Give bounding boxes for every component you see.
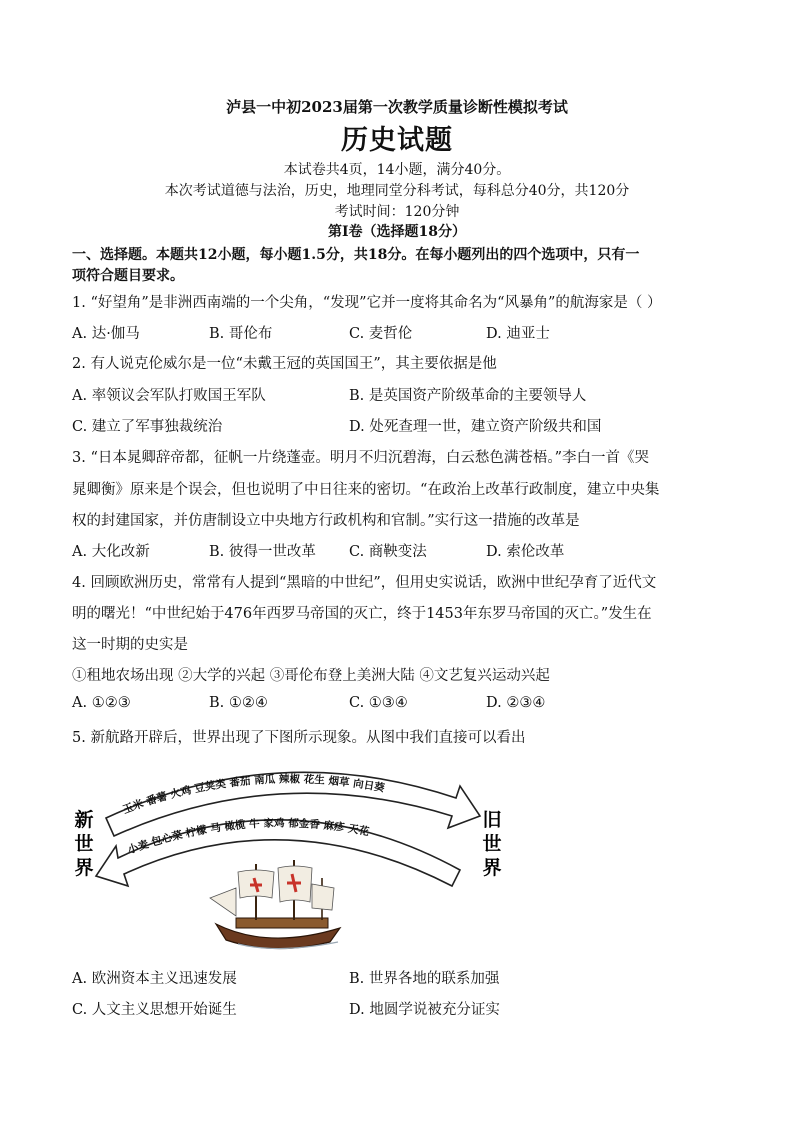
old-world-exports: 小麦 包心菜 柠檬 马 橄榄 牛 家鸡 郁金香 麻疹 天花	[126, 817, 371, 857]
q4-option-d[interactable]: D. ②③④	[486, 695, 546, 711]
q4-option-c[interactable]: C. ①③④	[349, 695, 408, 711]
new-world-exports: 玉米 番薯 火鸡 豆荚类 番茄 南瓜 辣椒 花生 烟草 向日葵	[121, 773, 386, 817]
info-line-3: 考试时间：120分钟	[334, 204, 460, 220]
old-world-char-2: 世	[482, 833, 502, 855]
sailing-ship-icon	[210, 860, 340, 949]
question-4-stem-line2: 明的曙光！“中世纪始于476年西罗马帝国的灭亡，终于1453年东罗马帝国的灭亡。”发生在	[72, 606, 652, 622]
old-world-char-3: 界	[482, 857, 502, 879]
question-3-stem-line1: 3. “日本晁卿辞帝都，征帆一片绕蓬壶。明月不归沉碧海，白云愁色满苍梧。”李白一首《哭	[72, 450, 650, 466]
q4-option-a[interactable]: A. ①②③	[72, 695, 131, 711]
q1-option-a[interactable]: A. 达·伽马	[72, 326, 140, 342]
new-world-char-1: 新	[74, 809, 94, 831]
q2-option-c[interactable]: C. 建立了军事独裁统治	[72, 419, 223, 435]
old-world-char-1: 旧	[482, 809, 502, 831]
q1-option-d[interactable]: D. 迪亚士	[486, 326, 550, 342]
question-3-stem-line2: 晁卿衡》原来是个误会，但也说明了中日往来的密切。“在政治上改革行政制度，建立中央集	[72, 482, 660, 498]
question-4-stem-line1: 4. 回顾欧洲历史，常常有人提到“黑暗的中世纪”，但用史实说话，欧洲中世纪孕育了近代文	[72, 575, 657, 591]
info-line-1: 本试卷共4页，14小题，满分40分。	[283, 162, 511, 178]
q5-option-d[interactable]: D. 地圆学说被充分证实	[349, 1002, 500, 1018]
section-title: 第I卷（选择题18分）	[327, 224, 467, 240]
q3-option-a[interactable]: A. 大化改新	[72, 544, 150, 560]
question-3-stem-line3: 权的封建国家，并仿唐制设立中央地方行政机构和官制。”实行这一措施的改革是	[72, 513, 580, 529]
new-world-char-3: 界	[74, 857, 94, 879]
q2-option-d[interactable]: D. 处死查理一世，建立资产阶级共和国	[349, 419, 602, 435]
q3-option-b[interactable]: B. 彼得一世改革	[209, 544, 316, 560]
q5-option-b[interactable]: B. 世界各地的联系加强	[349, 971, 500, 987]
q3-option-d[interactable]: D. 索伦改革	[486, 544, 565, 560]
q1-option-c[interactable]: C. 麦哲伦	[349, 326, 413, 342]
new-world-char-2: 世	[74, 833, 94, 855]
q5-option-c[interactable]: C. 人文主义思想开始诞生	[72, 1002, 237, 1018]
q3-option-c[interactable]: C. 商鞅变法	[349, 544, 427, 560]
section-instructions-line1: 一、选择题。本题共12小题，每小题1.5分，共18分。在每小题列出的四个选项中，只有一	[72, 247, 640, 263]
exchange-diagram	[68, 758, 508, 954]
section-instructions-line2: 项符合题目要求。	[72, 268, 184, 284]
question-1-stem: 1. “好望角”是非洲西南端的一个尖角，“发现”它并一度将其命名为“风暴角”的航海家是（ ）	[72, 295, 662, 311]
q4-option-b[interactable]: B. ①②④	[209, 695, 268, 711]
subject-title: 历史试题	[341, 125, 453, 156]
question-2-stem: 2. 有人说克伦威尔是一位“未戴王冠的英国国王”，其主要依据是他	[72, 356, 497, 372]
q2-option-a[interactable]: A. 率领议会军队打败国王军队	[72, 388, 266, 404]
question-4-stem-line3: 这一时期的史实是	[72, 637, 188, 653]
q1-option-b[interactable]: B. 哥伦布	[209, 326, 273, 342]
arrow-old-to-new	[96, 820, 460, 886]
question-5-stem: 5. 新航路开辟后，世界出现了下图所示现象。从图中我们直接可以看出	[72, 730, 526, 746]
q2-option-b[interactable]: B. 是英国资产阶级革命的主要领导人	[349, 388, 587, 404]
question-4-statements: ①租地农场出现 ②大学的兴起 ③哥伦布登上美洲大陆 ④文艺复兴运动兴起	[72, 668, 550, 684]
q5-option-a[interactable]: A. 欧洲资本主义迅速发展	[72, 971, 237, 987]
exam-title: 泸县一中初2023届第一次教学质量诊断性模拟考试	[226, 98, 568, 116]
info-line-2: 本次考试道德与法治，历史，地理同堂分科考试，每科总分40分，共120分	[164, 183, 630, 199]
columbian-exchange-figure	[68, 758, 508, 954]
